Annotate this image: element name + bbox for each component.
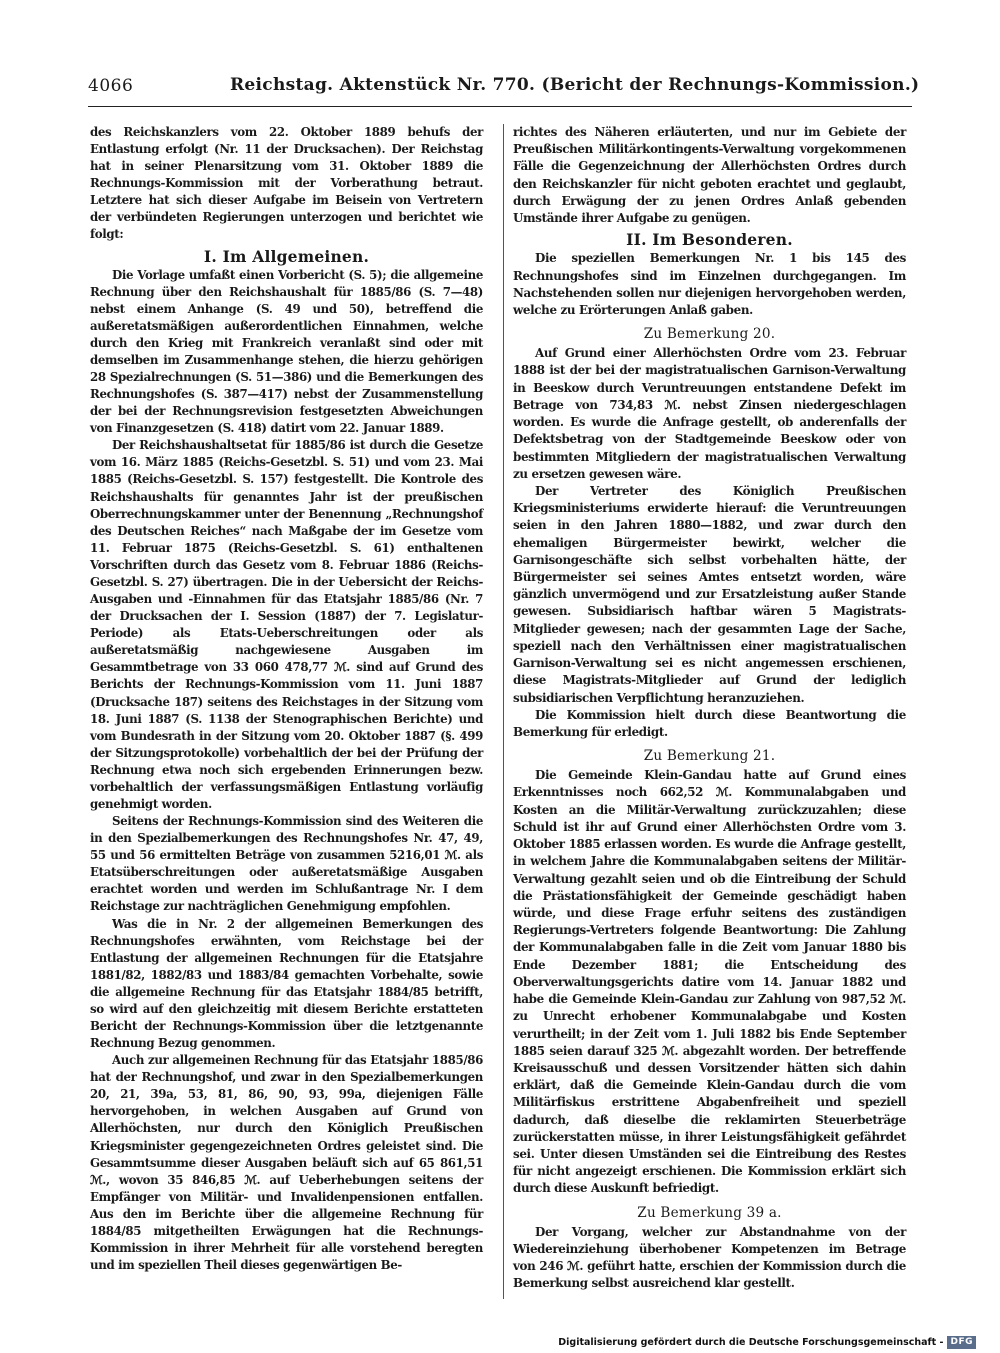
paragraph: Der Reichshaushaltsetat für 1885/86 ist durch die Gesetze vom 16. März 1885 (Reichs-Gesetzbl. S. 51) und vom 23. Mai 1885 (Reichs-Gesetzbl. S. 157) festgestellt. Die Kontrole des Reichshaushalts für genanntes Jahr ist der preußischen Oberrechnungskammer unter der Benennung „Rechnungshof des Deutschen Reiches“ nach Maßgabe der im Gesetze vom 11. Februar 1875 (Reichs-Gesetzbl. S. 61) enthaltenen Vorschriften durch das Gesetz vom 8. Februar 1886 (Reichs-Gesetzbl. S. 27) übertragen. Die in der Uebersicht der Reichs-Ausgaben und -Einnahmen für das Etatsjahr 1885/86 (Nr. 7 der Drucksachen der I. Session (1887) der 7. Legislatur-Periode) als Etats-Ueberschreitungen oder als außeretatsmäßig nachgewiesene Ausgaben im Gesammtbetrage von 33 060 478,77 ℳ. sind auf Grund des Berichts der Rechnungs-Kommission vom 11. Juni 1887 (Drucksache 187) seitens des Reichstages in der Sitzung vom 18. Juni 1887 (S. 1138 der Stenographischen Berichte) und vom Bundesrath in der Sitzung vom 20. Oktober 1887 (§. 499 der Sitzungsprotokolle) vorbehaltlich der bei der Prüfung der Rechnung etwa noch sich ergebenden Erinnerungen bezw. vorbehaltlich der verfassungsmäßigen Entlastung vorläufig genehmigt worden.: [90, 438, 483, 811]
paragraph: richtes des Näheren erläuterten, und nur im Gebiete der Preußischen Militärkontingents-Verwaltung vorgekommenen Fälle die Gegenzeichnung der Allerhöchsten Ordres durch den Reichskanzler für nicht geboten erachtet und geglaubt, durch Erwägung der zu jenen Ordres Anlaß gebenden Umstände ihrer Aufgabe zu genügen.: [513, 125, 906, 226]
paragraph: Der Vorgang, welcher zur Abstandnahme von der Wiedereinziehung überhobener Kompetenzen im Betrage von 246 ℳ. geführt hatte, erschien der Kommission durch die Bemerkung selbst ausreichend klar gestellt.: [513, 1224, 906, 1291]
running-header: [88, 72, 920, 107]
page-number: 4066: [88, 76, 134, 96]
dfg-logo-icon: DFG: [947, 1336, 976, 1349]
paragraph: Die Kommission hielt durch diese Beantwortung die Bemerkung für erledigt.: [513, 707, 906, 739]
section-heading: II. Im Besonderen.: [626, 230, 793, 250]
paragraph: Was die in Nr. 2 der allgemeinen Bemerkungen des Rechnungshofes erwähnten, vom Reichstage bei der Entlastung der allgemeinen Rechnungen für die Etatsjahre 1881/82, 1882/83 und 1883/84 gemachten Vorbehalte, sowie die allgemeine Rechnung für das Etatsjahr 1884/85 betrifft, so wird auf den gleichzeitig mit diesem Berichte erstatteten Bericht der Rechnungs-Kommission über die letztgenannte Rechnung Bezug genommen.: [90, 916, 483, 1051]
section-heading: Zu Bemerkung 39 a.: [637, 1204, 782, 1221]
running-title: Reichstag. Aktenstück Nr. 770. (Bericht der Rechnungs-Kommission.): [230, 75, 920, 95]
paragraph: Der Vertreter des Königlich Preußischen Kriegsministeriums erwiderte hierauf: die Veruntreuungen seien in den Jahren 1880—1882, und zwar durch den ehemaligen Bürgermeister bewirkt, welcher die Garnisongeschäfte sich selbst vorbehalten hätte, der Bürgermeister sei seines Amtes entsetzt worden, wäre gänzlich unvermögend und zur Ersatzleistung außer Stande gewesen. Subsidiarisch haftbar wären 5 Magistrats-Mitglieder gewesen; nach der gesammten Lage der Sache, speziell nach den Verhältnissen einer magistratualischen Garnison-Verwaltung sei es nicht angemessen erschienen, diese Magistrats-Mitglieder auf Grund der lediglich subsidiarischen Verpflichtung heranzuziehen.: [513, 483, 906, 705]
paragraph: Seitens der Rechnungs-Kommission sind des Weiteren die in den Spezialbemerkungen des Rechnungshofes Nr. 47, 49, 55 und 56 ermittelten Beträge von zusammen 5216,01 ℳ. als Etatsüberschreitungen oder außeretatsmäßige Ausgaben erachtet worden und werden im Schlußantrage Nr. I dem Reichstage zur nachträglichen Genehmigung empfohlen.: [90, 814, 483, 914]
section-heading: Zu Bemerkung 21.: [643, 748, 776, 765]
paragraph: des Reichskanzlers vom 22. Oktober 1889 behufs der Entlastung erfolgt (Nr. 11 der Drucksachen). Der Reichstag hat in seiner Plenarsitzung vom 31. Oktober 1889 die Rechnungs-Kommission mit der Vorberathung betraut. Letztere hat sich dieser Aufgabe im Beisein von Vertretern der verbündeten Regierungen unterzogen und berichtet wie folgt:: [90, 125, 483, 242]
left-column: [90, 124, 483, 1274]
column-divider: [503, 124, 504, 1299]
paragraph: Auch zur allgemeinen Rechnung für das Etatsjahr 1885/86 hat der Rechnungshof, und zwar in den Spezialbemerkungen 20, 21, 39a, 53, 81, 86, 90, 93, 99a, diejenigen Fälle hervorgehoben, in welchen Ausgaben auf Grund von Allerhöchsten, nur durch den Königlich Preußischen Kriegsminister gegengezeichneten Ordres geleistet sind. Die Gesammtsumme dieser Ausgaben beläuft sich auf 65 861,51 ℳ., wovon 35 846,85 ℳ. auf Ueberhebungen seitens der Empfänger von Militär- und Invalidenpensionen entfallen. Aus den im Berichte über die allgemeine Rechnung für 1884/85 mitgetheilten Erwägungen hat die Rechnungs-Kommission in ihrer Mehrheit für alle vorstehend beregten und im speziellen Theil dieses gegenwärtigen Be-: [90, 1053, 483, 1273]
funding-footer: [558, 1334, 976, 1350]
paragraph: Die Vorlage umfaßt einen Vorbericht (S. 5); die allgemeine Rechnung über den Reichshaushalt für 1885/86 (S. 7—48) nebst einem Anhange (S. 49 und 50), betreffend die außeretatsmäßigen außerordentlichen Einnahmen, welche durch den Krieg mit Frankreich veranlaßt sind oder mit demselben im Zusammenhange stehen, die hierzu gehörigen 28 Spezialrechnungen (S. 51—386) und die Bemerkungen des Rechnungshofes (S. 387—417) nebst der Zusammenstellung der bei der Rechnungsrevision festgesetzten Abweichungen von Finanzgesetzen (S. 418) datirt vom 22. Januar 1889.: [90, 267, 483, 436]
footer-text: Digitalisierung gefördert durch die Deutsche Forschungsgemeinschaft -: [558, 1336, 944, 1348]
paragraph: Die Gemeinde Klein-Gandau hatte auf Grund eines Erkenntnisses noch 662,52 ℳ. Kommunalabgaben und Kosten an die Militär-Verwaltung zurückzuzahlen; diese Schuld ist ihr auf Grund einer Allerhöchsten Ordre vom 3. Oktober 1885 erlassen worden. Es wurde die Anfrage gestellt, in welchem Jahre die Kommunalabgaben seitens der Militär-Verwaltung gezahlt seien und ob die Eintreibung der Schuld die Prästationsfähigkeit der Gemeinde geschädigt haben würde, und diese Frage erfuhr seitens des zuständigen Regierungs-Vertreters folgende Beantwortung: Die Zahlung der Kommunalabgaben falle in die Zeit vom Januar 1880 bis Ende Dezember 1881; die Entscheidung des Oberverwaltungsgerichts datire vom 14. Januar 1882 und habe die Gemeinde Klein-Gandau zur Zahlung von 987,52 ℳ. zu Unrecht erhobener Kommunalabgabe und Kosten verurtheilt; in der Zeit vom 1. Juli 1882 bis Ende September 1885 seien darauf 325 ℳ. abgezahlt worden. Der betreffende Kreisausschuß und dessen Vorsitzender hätten sich dahin erklärt, daß die Gemeinde Klein-Gandau durch die vom Militärfiskus erstrittene Abgabenfreiheit und speziell dadurch, daß dieselbe die reklamirten Steuerbeträge zurückerstatten müsse, in ihrer Leistungsfähigkeit gefährdet sei. Unter diesen Umständen sei die Eintreibung des Restes für nicht angezeigt erschienen. Die Kommission erklärt sich durch diese Auskunft befriedigt.: [513, 768, 906, 1196]
paragraph: Die speziellen Bemerkungen Nr. 1 bis 145 des Rechnungshofes sind im Einzelnen durchgegangen. Im Nachstehenden sollen nur diejenigen hervorgehoben werden, welche zu Erörterungen Anlaß gaben.: [513, 251, 906, 317]
right-column: [513, 124, 906, 1293]
paragraph: Auf Grund einer Allerhöchsten Ordre vom 23. Februar 1888 ist der bei der magistratualischen Garnison-Verwaltung in Beeskow durch Veruntreuungen entstandene Defekt im Betrage von 734,83 ℳ. nebst Zinsen niedergeschlagen worden. Es wurde die Anfrage gestellt, ob anderenfalls der Defektsbetrag von der Stadtgemeinde Beeskow oder von bestimmten Mitgliedern der magistratualischen Verwaltung zu ersetzen gewesen wäre.: [513, 346, 906, 481]
section-heading: Zu Bemerkung 20.: [643, 326, 776, 343]
section-heading: I. Im Allgemeinen.: [203, 246, 370, 266]
